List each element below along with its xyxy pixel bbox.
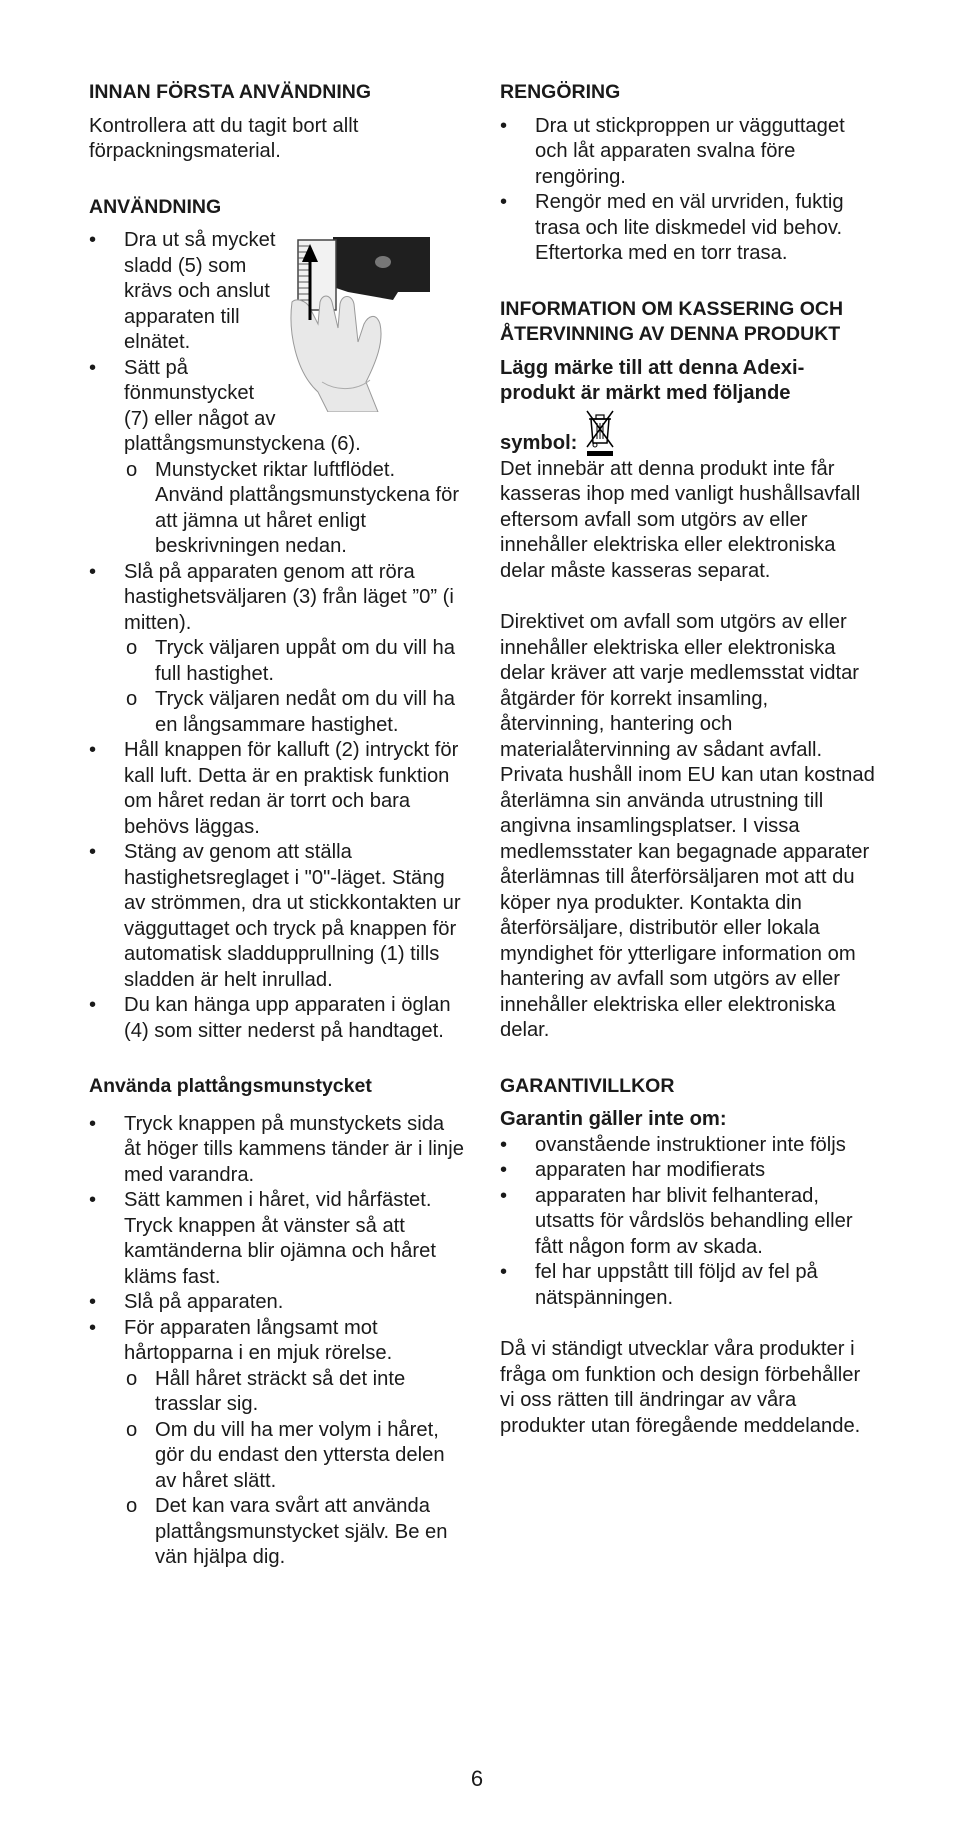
usage-bullet-2-sub-1: Munstycket riktar luftflödet. Använd plattångsmunstyckena för att jämna ut håret enligt beskrivningen nedan.	[155, 458, 460, 557]
straightener-bullet-4-sub-2: Om du vill ha mer volym i håret, gör du endast den yttersta delen av håret slätt.	[155, 1418, 445, 1492]
disposal-intro: Lägg märke till att denna Adexi-produkt är märkt med följande	[500, 356, 805, 404]
list-item	[89, 228, 465, 356]
usage-bullet-3-sub-2: Tryck väljaren nedåt om du vill ha en långsammare hastighet.	[155, 688, 455, 736]
list-item	[89, 738, 465, 840]
page-number: 6	[470, 1766, 484, 1791]
warranty-closing: Då vi ständigt utvecklar våra produkter i fråga om funktion och design förbehåller vi oss rätten till ändringar av våra produkter utan föregående meddelande.	[500, 1338, 861, 1437]
straightener-bullet-4: För apparaten långsamt mot hårtopparna i en mjuk rörelse.	[124, 1316, 393, 1364]
list-item	[89, 356, 465, 560]
warranty-bullet-3: apparaten har blivit felhanterad, utsatts för vårdslös behandling eller fått någon form av skada.	[535, 1184, 853, 1258]
warranty-list	[500, 1133, 875, 1312]
usage-bullet-4: Håll knappen för kalluft (2) intryckt för kall luft. Detta är en praktisk funktion om håret redan är torrt och bara behövs läggas.	[124, 739, 459, 838]
disposal-para-2: Direktivet om avfall som utgörs av eller innehåller elektriska eller elektroniska delar kräver att varje medlemsstat vidtar åtgärder för korrekt insamling, återvinning, hantering och materialåtervinning av sådant avfall. Privata hushåll inom EU kan utan kostnad återlämna sin använda utrustning till angivna insamlingsplatser. I vissa medlemsstater kan begagnade apparater återlämnas till återförsäljaren mot att du köper nya produkter. Kontakta din återförsäljare, distributör eller lokala myndighet för ytterligare information om hantering av avfall som utgörs av eller innehåller elektriska eller elektroniska delar.	[500, 611, 875, 1041]
warranty-bullet-1: ovanstående instruktioner inte följs	[535, 1133, 846, 1156]
usage-bullet-1: Dra ut så mycket sladd (5) som krävs och anslut apparaten till elnätet.	[124, 229, 276, 353]
section-title-usage: ANVÄNDNING	[89, 195, 222, 218]
weee-crossed-bin-icon	[585, 409, 615, 457]
list-item	[500, 114, 875, 191]
warranty-bullet-2: apparaten har modifierats	[535, 1159, 766, 1181]
usage-bullet-6: Du kan hänga upp apparaten i öglan (4) som sitter nederst på handtaget.	[124, 994, 451, 1042]
list-item	[89, 560, 465, 739]
straightener-bullet-4-sub-3: Det kan vara svårt att använda plattångsmunstycket själv. Be en vän hjälpa dig.	[155, 1495, 448, 1568]
section-title-first-use: INNAN FÖRSTA ANVÄNDNING	[89, 81, 372, 103]
straightener-bullet-4-sub-1: Håll håret sträckt så det inte trasslar sig.	[155, 1367, 406, 1415]
straightener-list	[89, 1112, 465, 1571]
usage-bullet-5: Stäng av genom att ställa hastighetsreglaget i "0"-läget. Stäng av strömmen, dra ut stickkontakten ur vägguttaget och tryck på knappen för automatisk sladdupprullning (1) tills sladden är helt inrullad.	[124, 841, 461, 991]
symbol-line	[500, 409, 875, 457]
sub-list-item	[124, 1367, 465, 1418]
list-item	[500, 1260, 875, 1311]
sub-list-item	[124, 1494, 465, 1571]
list-item	[89, 1290, 465, 1316]
list-item	[89, 993, 465, 1044]
section-title-straightener: Använda plattångsmunstycket	[89, 1075, 372, 1097]
usage-bullet-3: Slå på apparaten genom att röra hastighetsväljaren (3) från läget ”0” (i mitten).	[124, 560, 454, 634]
warranty-bullet-4: fel har uppstått till följd av fel på nätspänningen.	[535, 1261, 818, 1309]
right-column	[500, 80, 875, 1439]
list-item	[500, 1184, 875, 1261]
straightener-bullet-3: Slå på apparaten.	[124, 1291, 284, 1313]
list-item	[89, 1316, 465, 1571]
sub-list-item	[124, 687, 465, 738]
usage-bullet-2: Sätt på fönmunstycket (7) eller något av plattångsmunstyckena (6).	[124, 356, 361, 455]
first-use-text: Kontrollera att du tagit bort allt förpackningsmaterial.	[89, 114, 359, 162]
cleaning-bullet-1: Dra ut stickproppen ur vägguttaget och låt apparaten svalna före rengöring.	[535, 114, 845, 188]
disposal-para-1: Det innebär att denna produkt inte får kasseras ihop med vanligt hushållsavfall eftersom avfall som utgörs av eller innehåller elektriska eller elektroniska delar måste kasseras separat.	[500, 457, 861, 582]
cleaning-bullet-2: Rengör med en väl urvriden, fuktig trasa och lite diskmedel vid behov. Eftertorka med en torr trasa.	[535, 191, 844, 264]
usage-list	[89, 228, 465, 1044]
usage-bullet-3-sub-1: Tryck väljaren uppåt om du vill ha full hastighet.	[155, 637, 455, 685]
straightener-bullet-2: Sätt kammen i håret, vid hårfästet. Tryck knappen åt vänster så att kamtänderna blir ojämna och håret kläms fast.	[124, 1189, 436, 1288]
sub-list-item	[124, 1418, 465, 1495]
list-item	[500, 190, 875, 267]
section-title-warranty: GARANTIVILLKOR	[500, 1074, 675, 1097]
list-item	[89, 840, 465, 993]
sub-list-item	[124, 458, 465, 560]
straightener-bullet-1: Tryck knappen på munstyckets sida åt höger tills kammens tänder är i linje med varandra.	[124, 1112, 464, 1186]
section-title-cleaning: RENGÖRING	[500, 81, 621, 103]
symbol-label: symbol:	[500, 432, 578, 454]
cleaning-list	[500, 114, 875, 267]
warranty-subtitle: Garantin gäller inte om:	[500, 1108, 727, 1130]
list-item	[500, 1133, 875, 1159]
left-column	[89, 80, 465, 1571]
sub-list-item	[124, 636, 465, 687]
list-item	[89, 1188, 465, 1290]
list-item	[89, 1112, 465, 1189]
section-title-disposal: INFORMATION OM KASSERING OCH ÅTERVINNING AV DENNA PRODUKT	[500, 297, 844, 345]
list-item	[500, 1158, 875, 1184]
